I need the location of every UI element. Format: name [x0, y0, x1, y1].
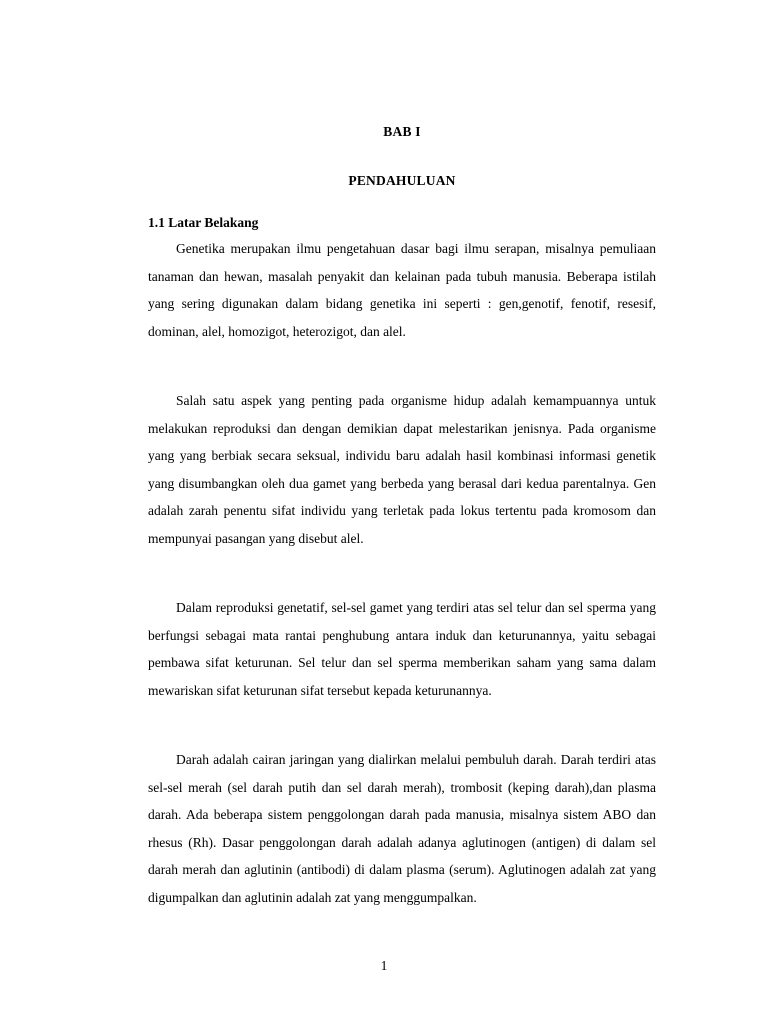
paragraph-spacer — [148, 725, 656, 746]
paragraph-spacer — [148, 573, 656, 594]
subsection-heading: 1.1 Latar Belakang — [148, 215, 259, 230]
page-number: 1 — [380, 958, 388, 973]
paragraph-4: Darah adalah cairan jaringan yang dialirkan melalui pembuluh darah. Darah terdiri atas sel-sel merah (sel darah putih dan sel darah merah), trombosit (keping darah),dan plasma darah. Ada beberapa sistem penggolongan darah pada manusia, misalnya sistem ABO dan rhesus (Rh). Dasar penggolongan darah adalah adanya aglutinogen (antigen) di dalam sel darah merah dan aglutinin (antibodi) di dalam plasma (serum). Aglutinogen adalah zat yang digumpalkan dan aglutinin adalah zat yang menggumpalkan. — [148, 752, 656, 905]
chapter-heading: BAB I — [383, 124, 421, 139]
paragraph-2: Salah satu aspek yang penting pada organisme hidup adalah kemampuannya untuk melakukan reproduksi dan dengan demikian dapat melestarikan jenisnya. Pada organisme yang yang berbiak secara seksual, individu baru adalah hasil kombinasi informasi genetik yang disumbangkan oleh dua gamet yang berbeda yang berasal dari kedua parentalnya. Gen adalah zarah penentu sifat individu yang terletak pada lokus tertentu pada kromosom dan mempunyai pasangan yang disebut alel. — [148, 393, 656, 546]
paragraph-1: Genetika merupakan ilmu pengetahuan dasar bagi ilmu serapan, misalnya pemuliaan tanaman dan hewan, masalah penyakit dan kelainan pada tubuh manusia. Beberapa istilah yang sering digunakan dalam bidang genetika ini seperti : gen,genotif, fenotif, resesif, dominan, alel, homozigot, heterozigot, dan alel. — [148, 241, 656, 339]
section-heading: PENDAHULUAN — [348, 173, 456, 188]
paragraph-spacer — [148, 366, 656, 387]
paragraph-3: Dalam reproduksi genetatif, sel-sel gamet yang terdiri atas sel telur dan sel sperma yang berfungsi sebagai mata rantai penghubung antara induk dan keturunannya, yaitu sebagai pembawa sifat keturunan. Sel telur dan sel sperma memberikan saham yang sama dalam mewariskan sifat keturunan sifat tersebut kepada keturunannya. — [148, 600, 656, 698]
